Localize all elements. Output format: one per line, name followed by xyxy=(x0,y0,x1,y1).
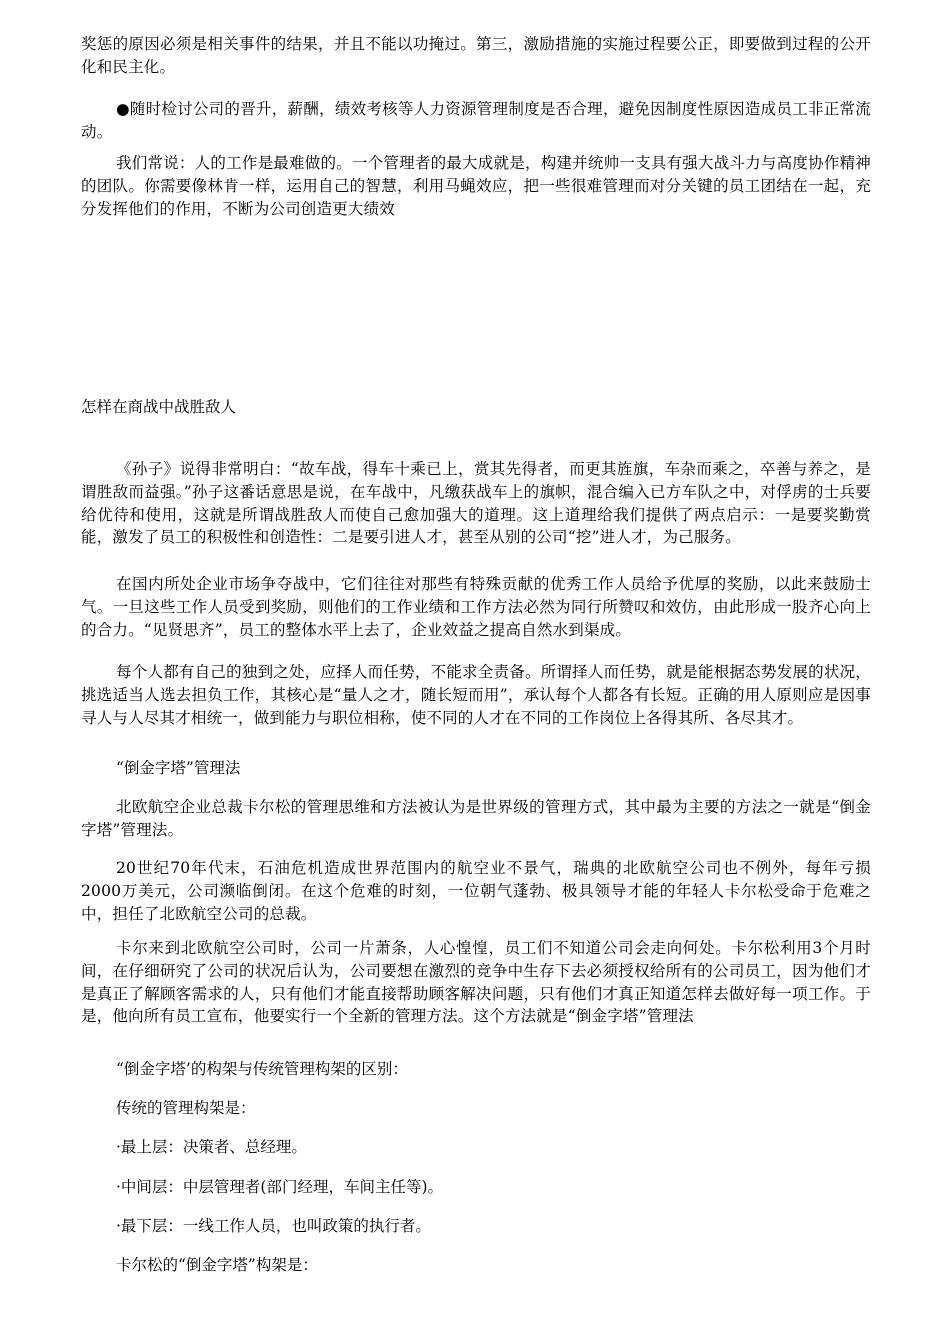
subheading-structure-difference: “倒金字塔’的构架与传统管理构架的区别： xyxy=(116,1060,408,1078)
subheading-carlzon-structure: 卡尔松的“倒金字塔”构架是： xyxy=(116,1256,318,1274)
paragraph-oil-crisis: 20世纪70年代末，石油危机造成世界范围内的航空业不景气，瑞典的北欧航空公司也不例外，每年亏损2000万美元，公司濒临倒闭。在这个危难的时刻，一位朝气蓬勃、极具领导才能的年轻人卡尔松受命于危难之中，担任了北欧航空公司的总裁。 xyxy=(81,859,871,923)
subheading-inverted-pyramid: “倒金字塔”管理法 xyxy=(116,759,241,777)
paragraph-carlzon-intro: 北欧航空企业总裁卡尔松的管理思维和方法被认为是世界级的管理方式，其中最为主要的方法之一就是“倒金字塔”管理法。 xyxy=(81,798,871,839)
section-heading: 怎样在商战中战胜敌人 xyxy=(81,398,237,416)
paragraph-team-building: 我们常说：人的工作是最难做的。一个管理者的最大成就是，构建并统帅一支具有强大战斗力与高度协作精神的团队。你需要像林肯一样，运用自己的智慧，利用马蝇效应，把一些很难管理而对分关键的员工团结在一起，充分发挥他们的作用，不断为公司创造更大绩效 xyxy=(81,154,871,218)
paragraph-carlzon-arrival: 卡尔来到北欧航空公司时，公司一片萧条，人心惶惶，员工们不知道公司会走向何处。卡尔松利用3个月时间，在仔细研究了公司的状况后认为，公司要想在激烈的竞争中生存下去必须授权给所有的公司员工，因为他们才是真正了解顾客需求的人，只有他们才能直接帮助顾客解决问题，只有他们才真正知道怎样去做好每一项工作。于是，他向所有员工宣布，他要实行一个全新的管理方法。这个方法就是“倒金字塔”管理法 xyxy=(81,939,871,1026)
bullet-bottom-layer: ·最下层：一线工作人员，也叫政策的执行者。 xyxy=(116,1217,431,1235)
bullet-top-layer: ·最上层：决策者、总经理。 xyxy=(116,1138,307,1156)
paragraph-domestic-market: 在国内所处企业市场争夺战中，它们往往对那些有特殊贡献的优秀工作人员给予优厚的奖励，以此来鼓励士气。一旦这些工作人员受到奖励，则他们的工作业绩和工作方法必然为同行所赞叹和效仿，由此形成一股齐心向上的合力。“见贤思齐”，员工的整体水平上去了，企业效益之提高自然水到渠成。 xyxy=(81,575,871,639)
paragraph-talent-usage: 每个人都有自己的独到之处，应择人而任势，不能求全责备。所谓择人而任势，就是能根据态势发展的状况，挑选适当人选去担负工作，其核心是“量人之才，随长短而用”，承认每个人都各有长短。正确的用人原则应是因事寻人与人尽其才相统一，做到能力与职位相称，使不同的人才在不同的工作岗位上各得其所、各尽其才。 xyxy=(81,663,871,727)
paragraph-sunzi: 《孙子》说得非常明白：“故车战，得车十乘已上，赏其先得者，而更其旌旗，车杂而乘之，卒善与养之，是谓胜敌而益强。”孙子这番话意思是说，在车战中，凡缴获战车上的旗帜，混合编入已方车队之中，对俘虏的士兵要给优待和使用，这就是所谓战胜敌人而使自己愈加强大的道理。这上道理给我们提供了两点启示：一是要奖勤赏能，激发了员工的积极性和创造性：二是要引进人才，甚至从别的公司“挖”进人才，为己服务。 xyxy=(81,460,871,547)
paragraph-hr-review: ●随时检讨公司的晋升，薪酬，绩效考核等人力资源管理制度是否合理，避免因制度性原因造成员工非正常流动。 xyxy=(81,100,871,141)
bullet-middle-layer: ·中间层：中层管理者(部门经理，车间主任等)。 xyxy=(116,1178,444,1196)
paragraph-rewards-fairness: 奖惩的原因必须是相关事件的结果，并且不能以功掩过。第三，激励措施的实施过程要公正，即要做到过程的公开化和民主化。 xyxy=(81,35,871,76)
subheading-traditional-structure: 传统的管理构架是： xyxy=(116,1099,256,1117)
